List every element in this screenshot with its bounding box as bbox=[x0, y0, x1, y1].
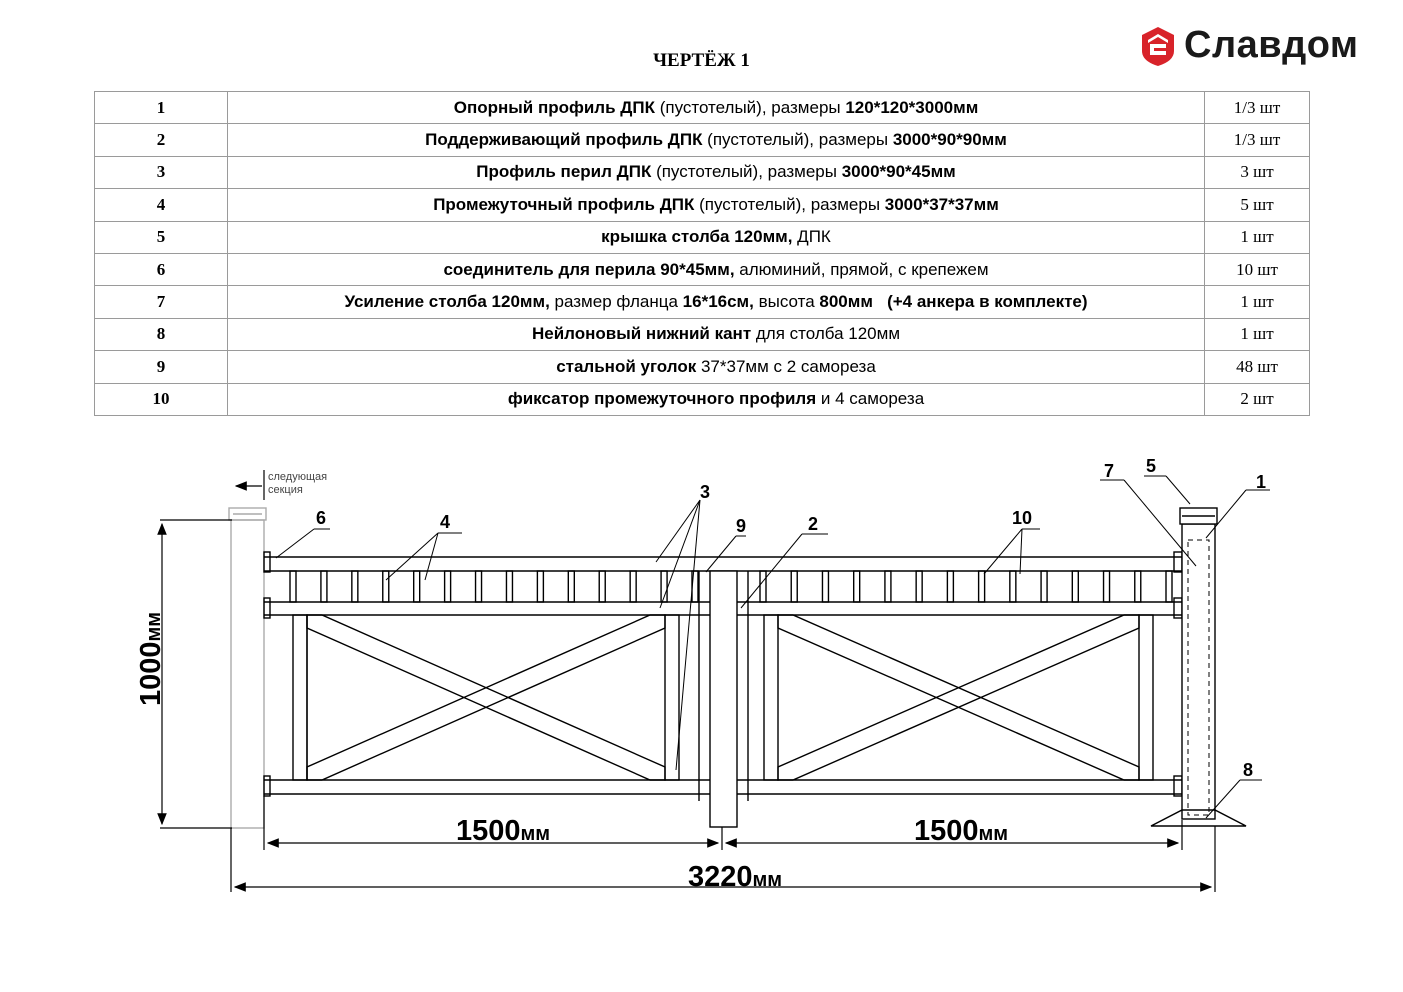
description-fragment: стальной уголок bbox=[556, 356, 697, 376]
spec-row-number: 2 bbox=[95, 124, 228, 156]
baluster bbox=[1104, 571, 1110, 602]
spec-row-description bbox=[228, 318, 1205, 350]
spec-row-description bbox=[228, 253, 1205, 285]
callout-2: 2 bbox=[808, 514, 819, 534]
spec-row-description bbox=[228, 124, 1205, 156]
description-fragment: 120*120*3000мм bbox=[845, 97, 979, 117]
description-fragment: 3000*90*90мм bbox=[892, 130, 1007, 150]
baluster bbox=[1041, 571, 1047, 602]
baluster bbox=[916, 571, 922, 602]
baluster bbox=[822, 571, 828, 602]
baluster bbox=[383, 571, 389, 602]
left-post bbox=[229, 508, 266, 828]
next-section-label-line1: следующая bbox=[268, 471, 328, 483]
baluster bbox=[885, 571, 891, 602]
description-fragment: 16*16см, bbox=[682, 292, 754, 312]
description-fragment: Нейлоновый нижний кант bbox=[531, 324, 752, 344]
baluster bbox=[1072, 571, 1078, 602]
description-fragment: алюминий, прямой, с крепежем bbox=[734, 259, 989, 279]
baluster bbox=[1135, 571, 1141, 602]
description-fragment: 3000*37*37мм bbox=[884, 194, 999, 214]
description-fragment: (пустотелый), размеры bbox=[702, 130, 893, 150]
span-right-label: 1500мм bbox=[914, 815, 1009, 847]
spec-row-number: 7 bbox=[95, 286, 228, 318]
spec-row-description bbox=[228, 286, 1205, 318]
total-length-label: 3220мм bbox=[688, 861, 783, 893]
spec-row bbox=[95, 156, 1310, 188]
baluster bbox=[979, 571, 985, 602]
description-fragment: (пустотелый), размеры bbox=[654, 97, 846, 117]
spec-row-quantity: 1 шт bbox=[1205, 221, 1310, 253]
description-fragment: Опорный профиль ДПК bbox=[453, 97, 655, 117]
spec-row bbox=[95, 318, 1310, 350]
spec-row-quantity: 10 шт bbox=[1205, 253, 1310, 285]
baluster bbox=[854, 571, 860, 602]
callout-8: 8 bbox=[1243, 760, 1254, 780]
baluster bbox=[414, 571, 420, 602]
spec-row-number: 10 bbox=[95, 383, 228, 415]
description-fragment: ДПК bbox=[792, 227, 831, 247]
fence-drawing bbox=[0, 430, 1403, 990]
callout-10: 10 bbox=[1012, 508, 1033, 528]
spec-row-quantity: 3 шт bbox=[1205, 156, 1310, 188]
left-panel-frame bbox=[293, 615, 679, 780]
spec-row bbox=[95, 351, 1310, 383]
spec-row-number: 4 bbox=[95, 189, 228, 221]
spec-table bbox=[94, 91, 1310, 416]
baluster bbox=[476, 571, 482, 602]
spec-row-number: 3 bbox=[95, 156, 228, 188]
baluster bbox=[760, 571, 766, 602]
baluster bbox=[290, 571, 296, 602]
spec-row-quantity: 5 шт bbox=[1205, 189, 1310, 221]
description-fragment: крышка столба 120мм, bbox=[601, 227, 793, 247]
span-left-label: 1500мм bbox=[456, 815, 551, 847]
middle-post bbox=[699, 571, 748, 827]
top-rail bbox=[264, 552, 1182, 572]
description-fragment: (пустотелый), размеры bbox=[651, 162, 842, 182]
callout-3: 3 bbox=[700, 482, 711, 502]
next-section-label-line2: секция bbox=[268, 484, 303, 496]
baluster bbox=[506, 571, 512, 602]
spec-row-description bbox=[228, 351, 1205, 383]
callout-5: 5 bbox=[1146, 456, 1157, 476]
description-fragment: 3000*90*45мм bbox=[841, 162, 956, 182]
description-fragment: (пустотелый), размеры bbox=[694, 194, 885, 214]
description-fragment: Профиль перил ДПК bbox=[476, 162, 652, 182]
callout-1: 1 bbox=[1256, 472, 1267, 492]
drawing-labels bbox=[135, 456, 1266, 893]
right-post bbox=[1151, 508, 1246, 826]
spec-row bbox=[95, 92, 1310, 124]
spec-row-quantity: 48 шт bbox=[1205, 351, 1310, 383]
drawing-title: ЧЕРТЁЖ 1 bbox=[653, 50, 750, 71]
spec-row-quantity: 1 шт bbox=[1205, 286, 1310, 318]
baluster bbox=[947, 571, 953, 602]
leader-lines bbox=[276, 476, 1270, 818]
callout-6: 6 bbox=[316, 508, 327, 528]
spec-row-description bbox=[228, 92, 1205, 124]
description-fragment: и 4 самореза bbox=[816, 389, 925, 409]
description-fragment: 37*37мм с 2 самореза bbox=[696, 356, 876, 376]
spec-row-number: 1 bbox=[95, 92, 228, 124]
description-fragment: фиксатор промежуточного профиля bbox=[507, 389, 817, 409]
baluster bbox=[445, 571, 451, 602]
description-fragment: Поддерживающий профиль ДПК bbox=[425, 130, 703, 150]
description-fragment: для столба 120мм bbox=[751, 324, 901, 344]
callout-9: 9 bbox=[736, 516, 747, 536]
spec-row bbox=[95, 189, 1310, 221]
spec-row-number: 9 bbox=[95, 351, 228, 383]
spec-row-number: 6 bbox=[95, 253, 228, 285]
baluster bbox=[1010, 571, 1016, 602]
callout-7: 7 bbox=[1104, 461, 1115, 481]
spec-row bbox=[95, 124, 1310, 156]
description-fragment: Усиление столба 120мм, bbox=[344, 292, 550, 312]
description-fragment: соединитель для перила 90*45мм, bbox=[443, 259, 735, 279]
spec-row-description bbox=[228, 156, 1205, 188]
baluster bbox=[630, 571, 636, 602]
callout-4: 4 bbox=[440, 512, 451, 532]
spec-row-number: 5 bbox=[95, 221, 228, 253]
spec-row-number: 8 bbox=[95, 318, 228, 350]
description-fragment: 800мм (+4 анкера в комплекте) bbox=[819, 292, 1088, 312]
right-panel-frame bbox=[764, 615, 1153, 780]
spec-row bbox=[95, 286, 1310, 318]
house-shield-icon bbox=[1140, 25, 1176, 67]
baluster bbox=[1166, 571, 1172, 602]
spec-row-description bbox=[228, 189, 1205, 221]
description-fragment: размер фланца bbox=[549, 292, 683, 312]
baluster bbox=[791, 571, 797, 602]
spec-row-quantity: 1/3 шт bbox=[1205, 92, 1310, 124]
logo-text: Славдом bbox=[1184, 24, 1359, 66]
description-fragment: Промежуточный профиль ДПК bbox=[433, 194, 695, 214]
spec-row bbox=[95, 221, 1310, 253]
spec-row-quantity: 2 шт bbox=[1205, 383, 1310, 415]
company-logo bbox=[1140, 24, 1359, 67]
spec-row bbox=[95, 383, 1310, 415]
baluster bbox=[599, 571, 605, 602]
baluster bbox=[321, 571, 327, 602]
spec-row-description bbox=[228, 383, 1205, 415]
spec-row-quantity: 1/3 шт bbox=[1205, 124, 1310, 156]
baluster bbox=[568, 571, 574, 602]
description-fragment: высота bbox=[753, 292, 820, 312]
spec-row-description bbox=[228, 221, 1205, 253]
spec-row-quantity: 1 шт bbox=[1205, 318, 1310, 350]
baluster bbox=[537, 571, 543, 602]
height-dimension-label: 1000мм bbox=[135, 611, 167, 706]
spec-row bbox=[95, 253, 1310, 285]
baluster bbox=[352, 571, 358, 602]
